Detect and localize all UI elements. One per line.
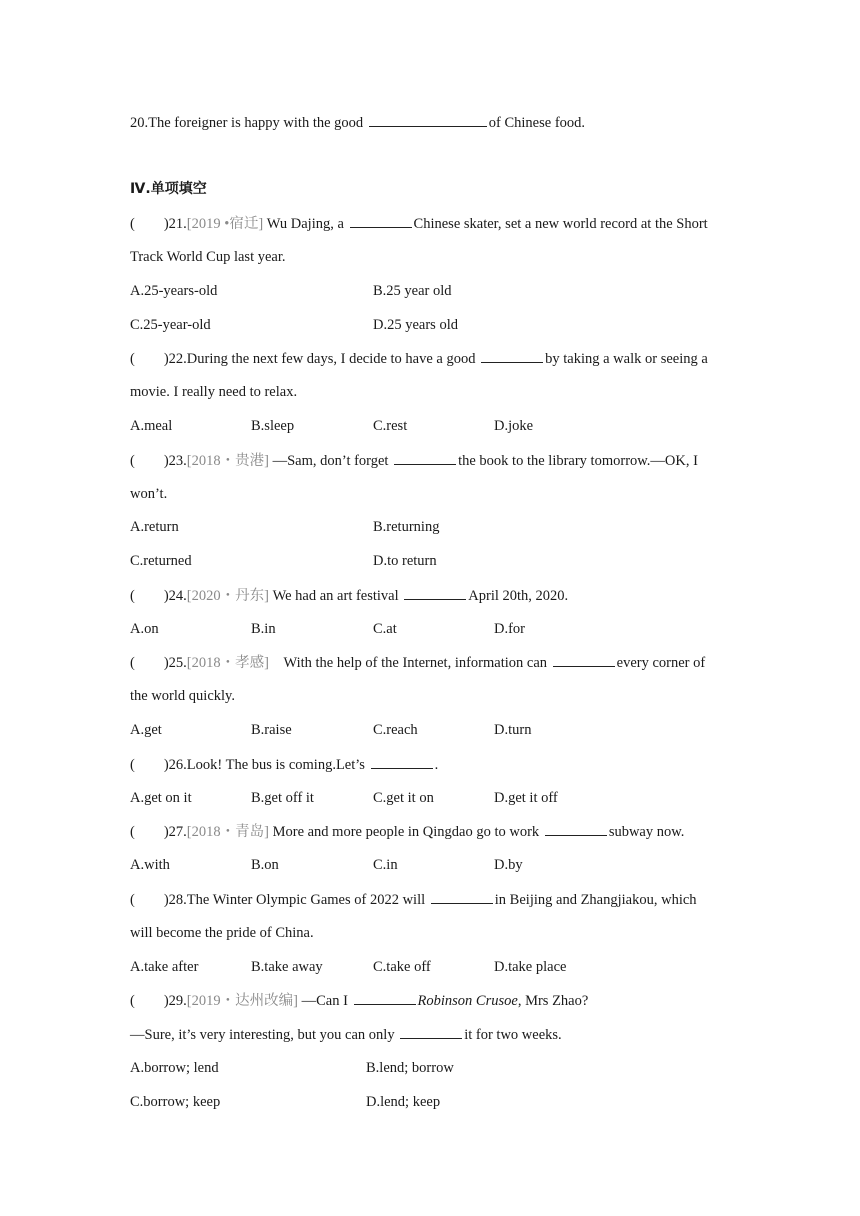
option-b[interactable]: B.take away bbox=[251, 959, 323, 975]
option-b[interactable]: B.returning bbox=[373, 519, 440, 535]
question-23 bbox=[130, 450, 698, 471]
answer-blank[interactable] bbox=[404, 585, 466, 600]
question-continuation: movie. I really need to relax. bbox=[130, 384, 298, 400]
question-number: 24. bbox=[168, 588, 187, 604]
option-c[interactable]: C.take off bbox=[373, 959, 431, 975]
source-tag: [2018・贵港] bbox=[186, 453, 269, 469]
option-b[interactable]: B.25 year old bbox=[373, 283, 452, 299]
answer-paren[interactable]: ( ) bbox=[130, 453, 169, 469]
question-text: We had an art festival bbox=[268, 588, 403, 604]
question-text: —Sam, don’t forget bbox=[268, 453, 393, 469]
option-a[interactable]: A.meal bbox=[130, 418, 173, 434]
source-tag: [2019 •宿迁] bbox=[186, 216, 264, 232]
source-tag: [2020・丹东] bbox=[186, 588, 269, 604]
question-text: , Mrs Zhao? bbox=[517, 993, 589, 1009]
question-continuation bbox=[130, 1024, 562, 1045]
question-number: 25. bbox=[168, 655, 187, 671]
answer-paren[interactable]: ( ) bbox=[130, 892, 169, 908]
answer-paren[interactable]: ( ) bbox=[130, 655, 169, 671]
question-text: —Sure, it’s very interesting, but you can only bbox=[130, 1027, 399, 1043]
option-c[interactable]: C.25-year-old bbox=[130, 317, 211, 333]
option-a[interactable]: A.with bbox=[130, 857, 170, 873]
question-text: —Can I bbox=[297, 993, 352, 1009]
option-d[interactable]: D.to return bbox=[373, 553, 437, 569]
answer-blank[interactable] bbox=[350, 213, 412, 228]
question-text: Wu Dajing, a bbox=[263, 216, 348, 232]
question-number: 29. bbox=[168, 993, 187, 1009]
question-continuation: won’t. bbox=[130, 486, 168, 502]
option-d[interactable]: D.lend; keep bbox=[366, 1094, 441, 1110]
option-c[interactable]: C.at bbox=[373, 621, 397, 637]
answer-paren[interactable]: ( ) bbox=[130, 824, 169, 840]
q20-text-before: 20.The foreigner is happy with the good bbox=[130, 115, 367, 131]
source-tag: [2018・青岛] bbox=[186, 824, 269, 840]
answer-blank[interactable] bbox=[545, 821, 607, 836]
option-d[interactable]: D.take place bbox=[494, 959, 567, 975]
q20-text-after: of Chinese food. bbox=[488, 115, 586, 131]
question-21 bbox=[130, 213, 708, 234]
answer-blank[interactable] bbox=[400, 1024, 462, 1039]
answer-paren[interactable]: ( ) bbox=[130, 216, 169, 232]
question-number: 22. bbox=[168, 351, 187, 367]
option-b[interactable]: B.on bbox=[251, 857, 279, 873]
question-continuation: the world quickly. bbox=[130, 688, 235, 704]
option-b[interactable]: B.lend; borrow bbox=[366, 1060, 454, 1076]
question-27 bbox=[130, 821, 684, 842]
question-text: More and more people in Qingdao go to work bbox=[268, 824, 543, 840]
option-d[interactable]: D.get it off bbox=[494, 790, 558, 806]
question-text: April 20th, 2020. bbox=[468, 588, 569, 604]
option-b[interactable]: B.sleep bbox=[251, 418, 295, 434]
question-25 bbox=[130, 652, 705, 673]
option-c[interactable]: C.borrow; keep bbox=[130, 1094, 221, 1110]
question-text: . bbox=[434, 757, 439, 773]
question-text: Look! The bus is coming.Let’s bbox=[186, 757, 369, 773]
question-text: The Winter Olympic Games of 2022 will bbox=[186, 892, 429, 908]
answer-paren[interactable]: ( ) bbox=[130, 993, 169, 1009]
option-a[interactable]: A.borrow; lend bbox=[130, 1060, 219, 1076]
question-text: With the help of the Internet, information can bbox=[268, 655, 551, 671]
question-text: the book to the library tomorrow.—OK, I bbox=[458, 453, 698, 469]
option-d[interactable]: D.by bbox=[494, 857, 523, 873]
answer-blank[interactable] bbox=[369, 112, 487, 127]
answer-blank[interactable] bbox=[431, 889, 493, 904]
answer-blank[interactable] bbox=[371, 754, 433, 769]
question-22 bbox=[130, 348, 708, 369]
book-title: Robinson Crusoe bbox=[417, 993, 518, 1009]
question-number: 28. bbox=[168, 892, 187, 908]
option-a[interactable]: A.get on it bbox=[130, 790, 192, 806]
option-b[interactable]: B.in bbox=[251, 621, 276, 637]
question-text: every corner of bbox=[616, 655, 706, 671]
question-number: 23. bbox=[168, 453, 187, 469]
question-text: During the next few days, I decide to have a good bbox=[186, 351, 480, 367]
option-a[interactable]: A.get bbox=[130, 722, 162, 738]
option-a[interactable]: A.take after bbox=[130, 959, 199, 975]
question-text: it for two weeks. bbox=[464, 1027, 562, 1043]
option-c[interactable]: C.reach bbox=[373, 722, 418, 738]
question-26 bbox=[130, 754, 438, 775]
option-c[interactable]: C.returned bbox=[130, 553, 192, 569]
answer-blank[interactable] bbox=[354, 990, 416, 1005]
option-c[interactable]: C.in bbox=[373, 857, 398, 873]
option-a[interactable]: A.return bbox=[130, 519, 179, 535]
option-d[interactable]: D.25 years old bbox=[373, 317, 458, 333]
question-29 bbox=[130, 990, 588, 1011]
option-c[interactable]: C.rest bbox=[373, 418, 408, 434]
answer-blank[interactable] bbox=[481, 348, 543, 363]
option-d[interactable]: D.turn bbox=[494, 722, 532, 738]
answer-paren[interactable]: ( ) bbox=[130, 351, 169, 367]
source-tag: [2018・孝感] bbox=[186, 655, 269, 671]
question-24 bbox=[130, 585, 568, 606]
question-text: subway now. bbox=[608, 824, 685, 840]
question-28 bbox=[130, 889, 697, 910]
question-continuation: will become the pride of China. bbox=[130, 925, 314, 941]
section-heading: Ⅳ.单项填空 bbox=[130, 181, 207, 197]
question-20 bbox=[130, 112, 585, 133]
answer-blank[interactable] bbox=[553, 652, 615, 667]
question-text: by taking a walk or seeing a bbox=[545, 351, 708, 367]
option-a[interactable]: A.25-years-old bbox=[130, 283, 218, 299]
question-text: Chinese skater, set a new world record at the Short bbox=[413, 216, 708, 232]
option-c[interactable]: C.get it on bbox=[373, 790, 434, 806]
question-text: in Beijing and Zhangjiakou, which bbox=[494, 892, 697, 908]
question-number: 27. bbox=[168, 824, 187, 840]
answer-blank[interactable] bbox=[394, 450, 456, 465]
option-b[interactable]: B.raise bbox=[251, 722, 292, 738]
option-d[interactable]: D.joke bbox=[494, 418, 534, 434]
answer-paren[interactable]: ( ) bbox=[130, 757, 169, 773]
question-number: 21. bbox=[168, 216, 187, 232]
answer-paren[interactable]: ( ) bbox=[130, 588, 169, 604]
source-tag: [2019・达州改编] bbox=[186, 993, 298, 1009]
option-b[interactable]: B.get off it bbox=[251, 790, 314, 806]
option-d[interactable]: D.for bbox=[494, 621, 526, 637]
question-continuation: Track World Cup last year. bbox=[130, 249, 286, 265]
question-number: 26. bbox=[168, 757, 187, 773]
option-a[interactable]: A.on bbox=[130, 621, 159, 637]
